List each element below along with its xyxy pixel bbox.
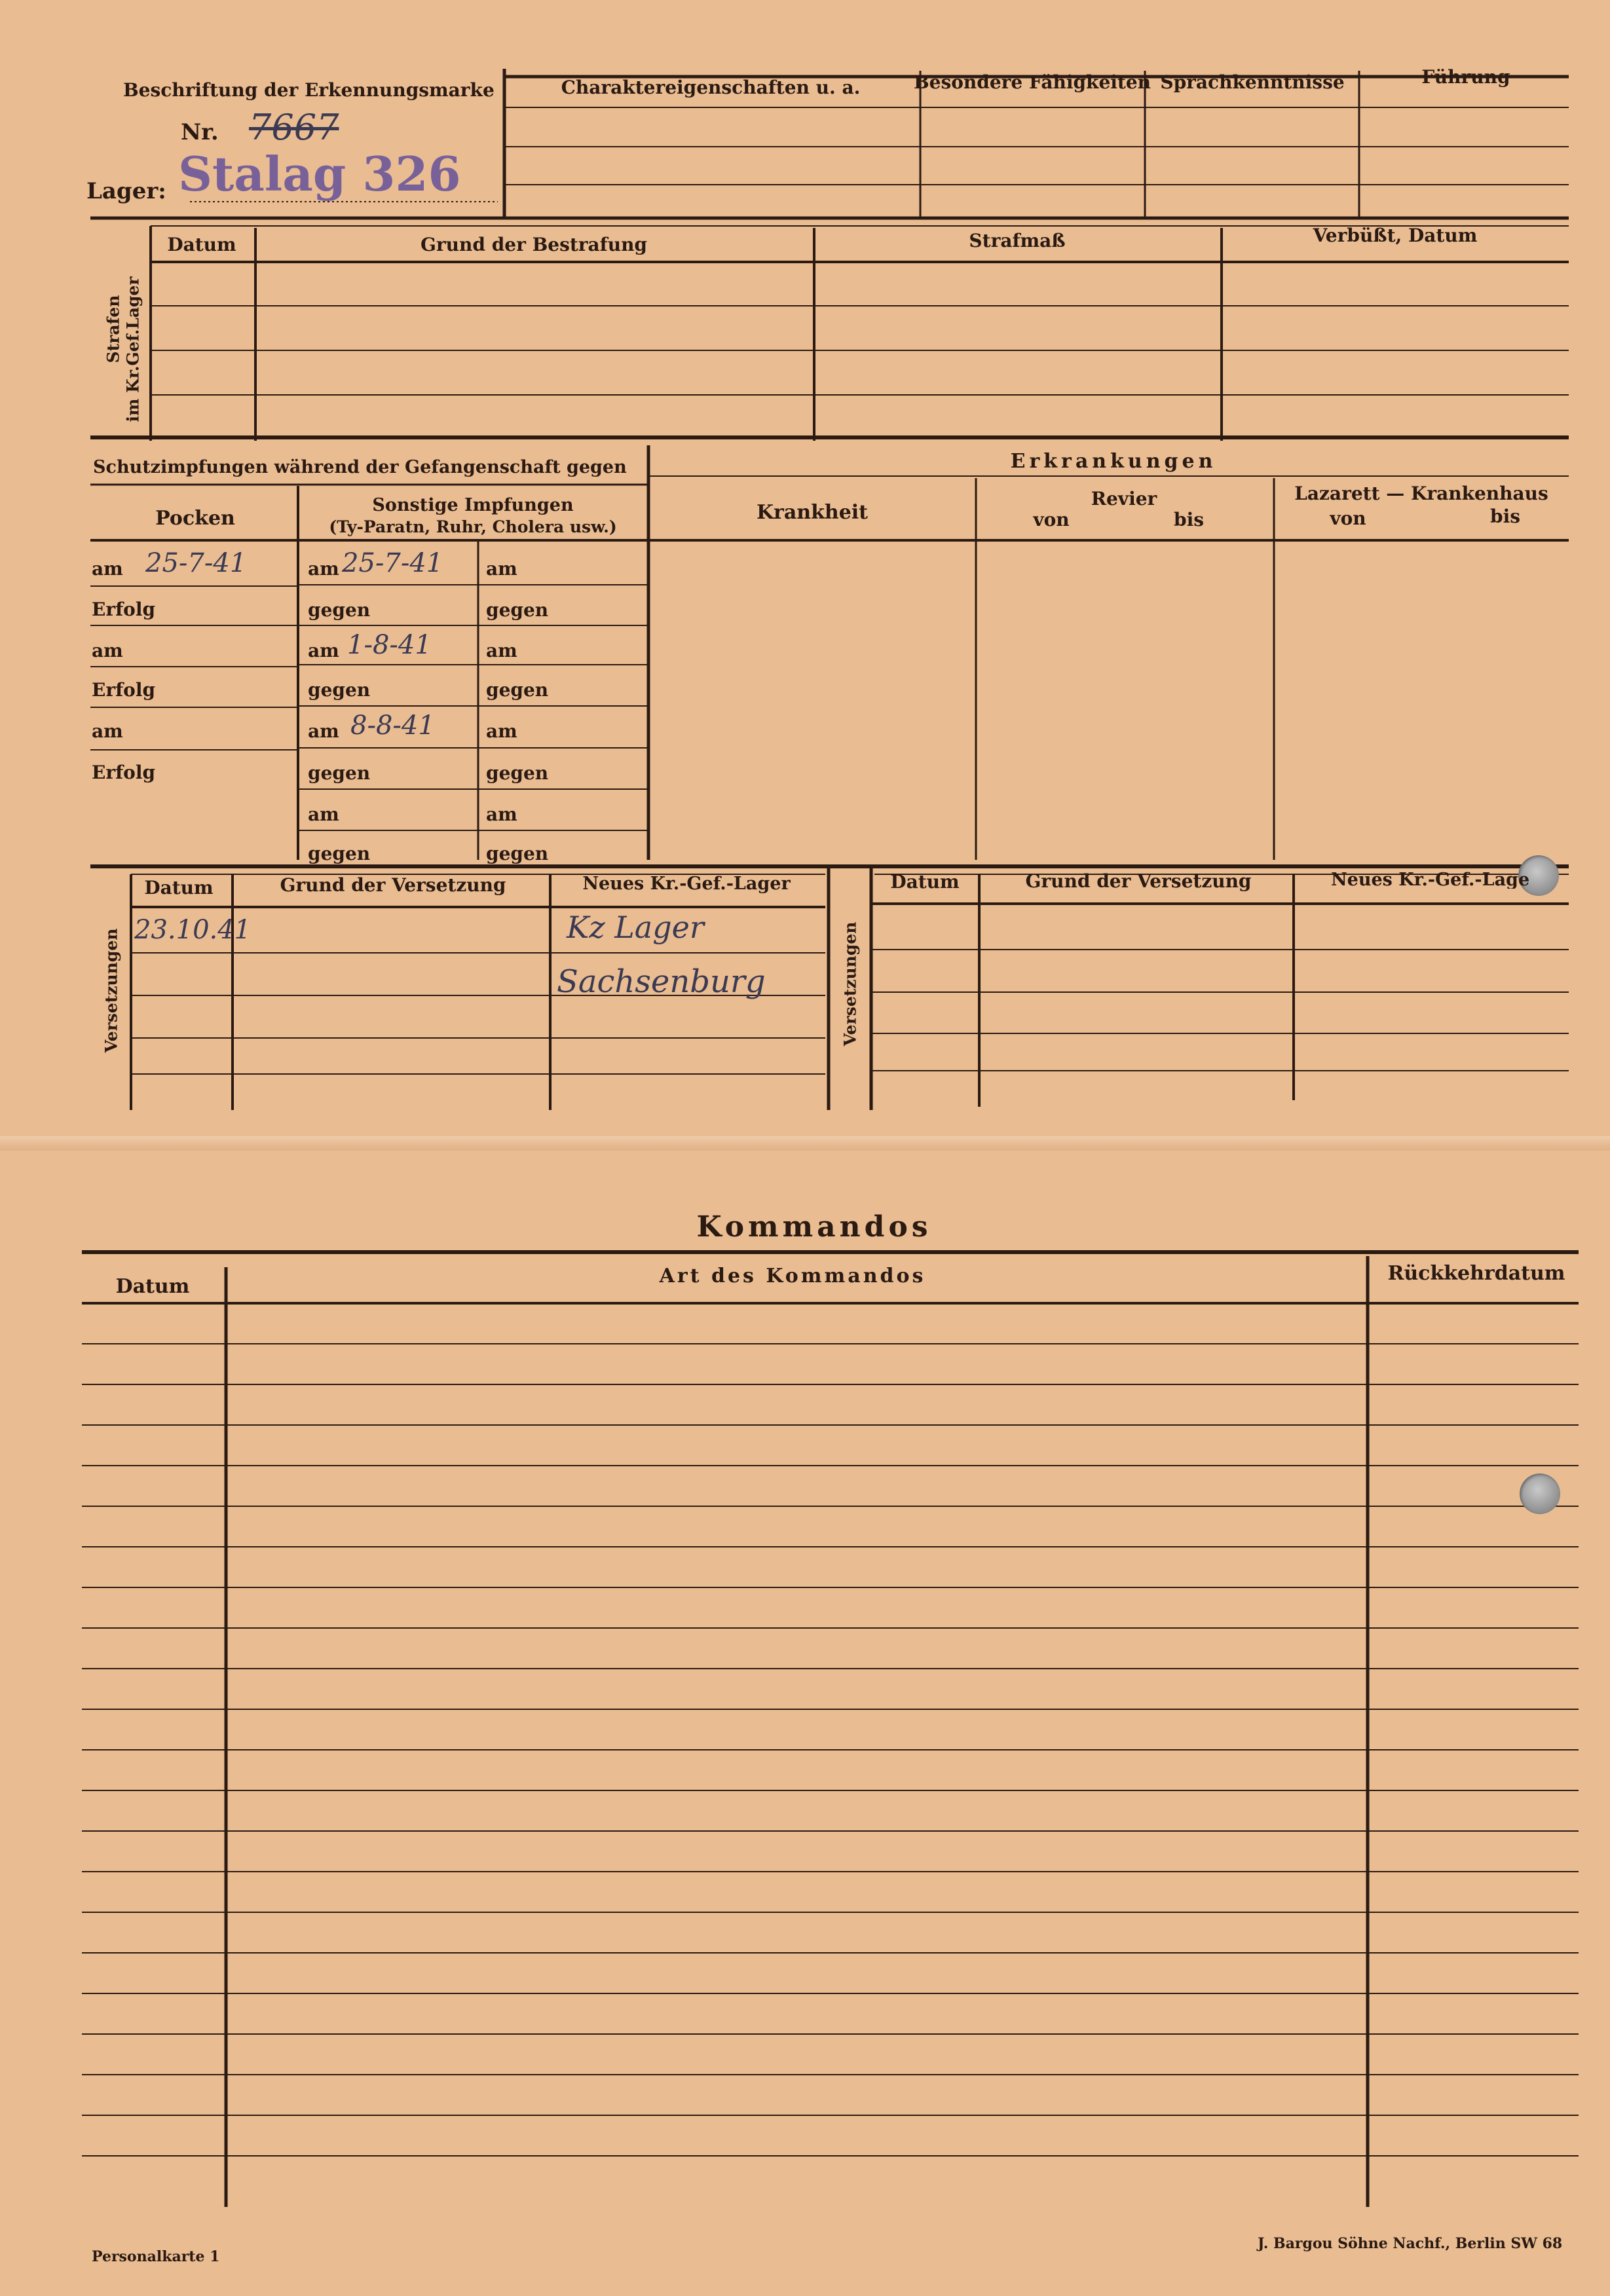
kommandos-col-datum: Datum <box>115 1275 190 1298</box>
versetzungen-col-datum-left: Datum <box>144 877 214 898</box>
erkrankungen-col-lazarett: Lazarett — Krankenhaus <box>1294 483 1548 504</box>
lager-label: Lager: <box>86 178 166 204</box>
versetzungen-col-neues-left: Neues Kr.-Gef.-Lager <box>582 874 791 894</box>
strafen-side-label-1: Strafen <box>103 295 123 363</box>
punch-hole-bottom <box>1520 1473 1560 1514</box>
sonstige-r-gegen-1: gegen <box>486 599 549 621</box>
pocken-date-1: 25-7-41 <box>145 548 247 578</box>
pocken-am-3: am <box>92 720 123 742</box>
kommandos-col-art: Art des Kommandos <box>659 1265 926 1287</box>
kommandos-col-rueckkehr: Rückkehrdatum <box>1387 1262 1565 1285</box>
impfungen-col-pocken: Pocken <box>155 507 235 530</box>
header-fuehrung: Führung <box>1421 66 1510 88</box>
erkennungsmarke-label: Beschriftung der Erkennungsmarke <box>123 79 495 101</box>
header-faehigkeiten: Besondere Fähigkeiten <box>913 71 1151 93</box>
erkrankungen-col-krankheit: Krankheit <box>756 501 869 524</box>
sonstige-am-4: am <box>308 804 339 825</box>
impfungen-col-sonstige: Sonstige Impfungen <box>372 495 574 515</box>
nr-value: 7667 <box>249 107 339 148</box>
sonstige-gegen-3: gegen <box>308 762 371 784</box>
pocken-erfolg-1: Erfolg <box>92 599 156 620</box>
sonstige-gegen-2: gegen <box>308 679 371 701</box>
sonstige-r-am-2: am <box>486 640 517 661</box>
lazarett-von: von <box>1330 508 1366 529</box>
sonstige-r-am-4: am <box>486 804 517 825</box>
strafen-col-datum: Datum <box>167 234 236 255</box>
versetzungen-side-label-left: Versetzungen <box>102 928 121 1053</box>
sonstige-gegen-4: gegen <box>308 843 371 864</box>
pocken-erfolg-3: Erfolg <box>92 762 156 783</box>
versetzungen-col-grund-right: Grund der Versetzung <box>1025 870 1252 892</box>
sonstige-date-2: 1-8-41 <box>347 630 432 660</box>
pocken-am-1: am <box>92 558 123 580</box>
pocken-am-2: am <box>92 640 123 661</box>
versetzungen-col-datum-right: Datum <box>890 871 960 893</box>
kommandos-title: Kommandos <box>696 1210 932 1244</box>
versetzung-entry-lager-2: Sachsenburg <box>557 963 766 1000</box>
revier-bis: bis <box>1174 509 1204 530</box>
sonstige-am-1: am <box>308 558 339 580</box>
erkrankungen-title: Erkrankungen <box>1010 450 1217 473</box>
versetzungen-col-neues-right: Neues Kr.-Gef.-Lage <box>1331 871 1530 889</box>
sonstige-r-am-1: am <box>486 558 517 580</box>
sonstige-r-gegen-3: gegen <box>486 762 549 784</box>
sonstige-am-2: am <box>308 640 339 661</box>
sonstige-r-gegen-2: gegen <box>486 679 549 701</box>
footer-right: J. Bargou Söhne Nachf., Berlin SW 68 <box>1258 2235 1563 2252</box>
strafen-side-label-2: im Kr.Gef.Lager <box>123 276 143 422</box>
strafen-col-grund: Grund der Bestrafung <box>420 234 648 255</box>
revier-von: von <box>1033 509 1070 530</box>
versetzung-entry-date: 23.10.41 <box>134 915 252 945</box>
header-sprache: Sprachkenntnisse <box>1160 71 1345 93</box>
sonstige-gegen-1: gegen <box>308 599 371 621</box>
sonstige-date-3: 8-8-41 <box>350 711 435 741</box>
versetzungen-side-label-right: Versetzungen <box>840 921 860 1046</box>
versetzung-entry-lager-1: Kz Lager <box>567 910 704 945</box>
lazarett-bis: bis <box>1490 506 1520 527</box>
sonstige-r-gegen-4: gegen <box>486 843 549 864</box>
footer-left: Personalkarte 1 <box>92 2248 220 2265</box>
sonstige-am-3: am <box>308 720 339 742</box>
sonstige-r-am-3: am <box>486 720 517 742</box>
erkrankungen-col-revier: Revier <box>1091 488 1157 509</box>
strafen-col-verbuesst: Verbüßt, Datum <box>1313 225 1478 246</box>
impfungen-title: Schutzimpfungen während der Gefangenschaft gegen <box>93 457 627 477</box>
pocken-erfolg-2: Erfolg <box>92 679 156 701</box>
nr-label: Nr. <box>181 119 219 145</box>
header-charakter: Charaktereigenschaften u. a. <box>561 77 861 98</box>
impfungen-col-sonstige-sub: (Ty-Paratn, Ruhr, Cholera usw.) <box>329 517 617 536</box>
strafen-col-strafmass: Strafmaß <box>969 230 1066 251</box>
versetzungen-col-grund-left: Grund der Versetzung <box>280 874 506 896</box>
lager-stamp: Stalag 326 <box>178 146 461 202</box>
sonstige-date-1: 25-7-41 <box>342 548 443 578</box>
